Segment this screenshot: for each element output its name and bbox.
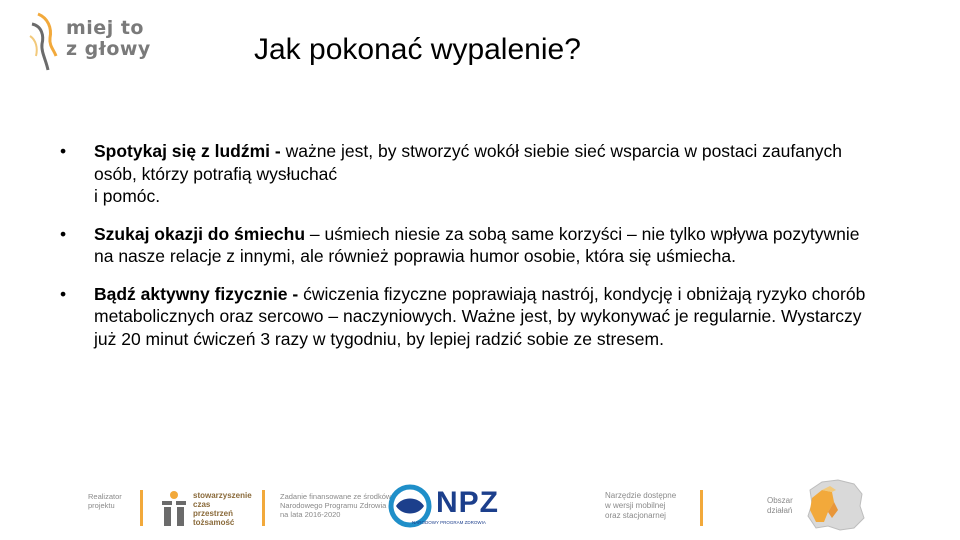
realizator-label: [88, 492, 122, 510]
area-line: działań: [767, 506, 793, 515]
bullet-item-laughter: [60, 223, 880, 268]
stowarzyszenie-logo-icon: [160, 490, 188, 528]
poland-map-icon: [804, 476, 866, 534]
page-title: Jak pokonać wypalenie?: [254, 33, 581, 66]
bullet-item-social: [60, 140, 880, 208]
stowarzyszenie-line: stowarzyszenie: [193, 491, 252, 500]
bullet-text: – uśmiech niesie za sobą same korzyści – nie tylko wpływa pozytywnie na nasze relacje z innymi, ale również poprawia humor osobie, która się uśmiecha.: [94, 223, 860, 266]
stowarzyszenie-line: czas: [193, 500, 211, 509]
head-silhouette-icon: [28, 10, 68, 76]
mobile-line: oraz stacjonarnej: [605, 511, 666, 520]
bullet-text-continued: i pomóc.: [94, 186, 161, 206]
bullet-text: ważne jest, by stworzyć wokół siebie sieć wsparcia w postaci zaufanych osób, którzy potrafią wysłuchać: [94, 141, 842, 184]
funding-line: Zadanie finansowane ze środków: [280, 492, 392, 501]
realizator-line: Realizator: [88, 492, 122, 501]
bullet-lead: Spotykaj się z ludźmi -: [94, 141, 281, 161]
separator: [262, 490, 265, 526]
realizator-line: projektu: [88, 501, 115, 510]
bullet-lead: Bądź aktywny fizycznie -: [94, 283, 299, 304]
area-label: [767, 496, 793, 516]
mobile-line: Narzędzie dostępne: [605, 491, 677, 500]
npz-logo-text: NPZ: [436, 486, 499, 519]
logo-line2: z głowy: [66, 38, 151, 60]
bullet-dot: •: [60, 223, 67, 244]
area-line: Obszar: [767, 496, 793, 505]
stowarzyszenie-label: [193, 491, 252, 527]
separator: [700, 490, 703, 526]
funding-line: Narodowego Programu Zdrowia: [280, 501, 387, 510]
stowarzyszenie-line: tożsamość: [193, 518, 235, 527]
mobile-label: [605, 491, 676, 521]
bullet-text: ćwiczenia fizyczne poprawiają nastrój, kondycję i obniżają ryzyko chorób metabolicznych oraz sercowo – naczyniowych. Ważne jest, by wykonywać je regularnie. Wystarczy już 20 minut ćwiczeń 3 razy w tygodniu, by lepiej radzić sobie ze stresem.: [94, 283, 866, 349]
stowarzyszenie-line: przestrzeń: [193, 509, 234, 518]
bullet-lead: Szukaj okazji do śmiechu: [94, 223, 306, 244]
separator: [140, 490, 143, 526]
funding-line: na lata 2016-2020: [280, 510, 341, 519]
miej-to-z-glowy-logo: [28, 10, 158, 76]
logo-line1: miej to: [66, 17, 144, 39]
mobile-line: w wersji mobilnej: [605, 501, 666, 510]
funding-label: [280, 492, 391, 519]
bullet-item-activity: [60, 283, 880, 351]
bullet-dot: •: [60, 283, 67, 304]
bullet-list: [60, 140, 880, 365]
npz-subtitle: NARODOWY PROGRAM ZDROWIA: [412, 520, 486, 525]
bullet-dot: •: [60, 141, 67, 161]
